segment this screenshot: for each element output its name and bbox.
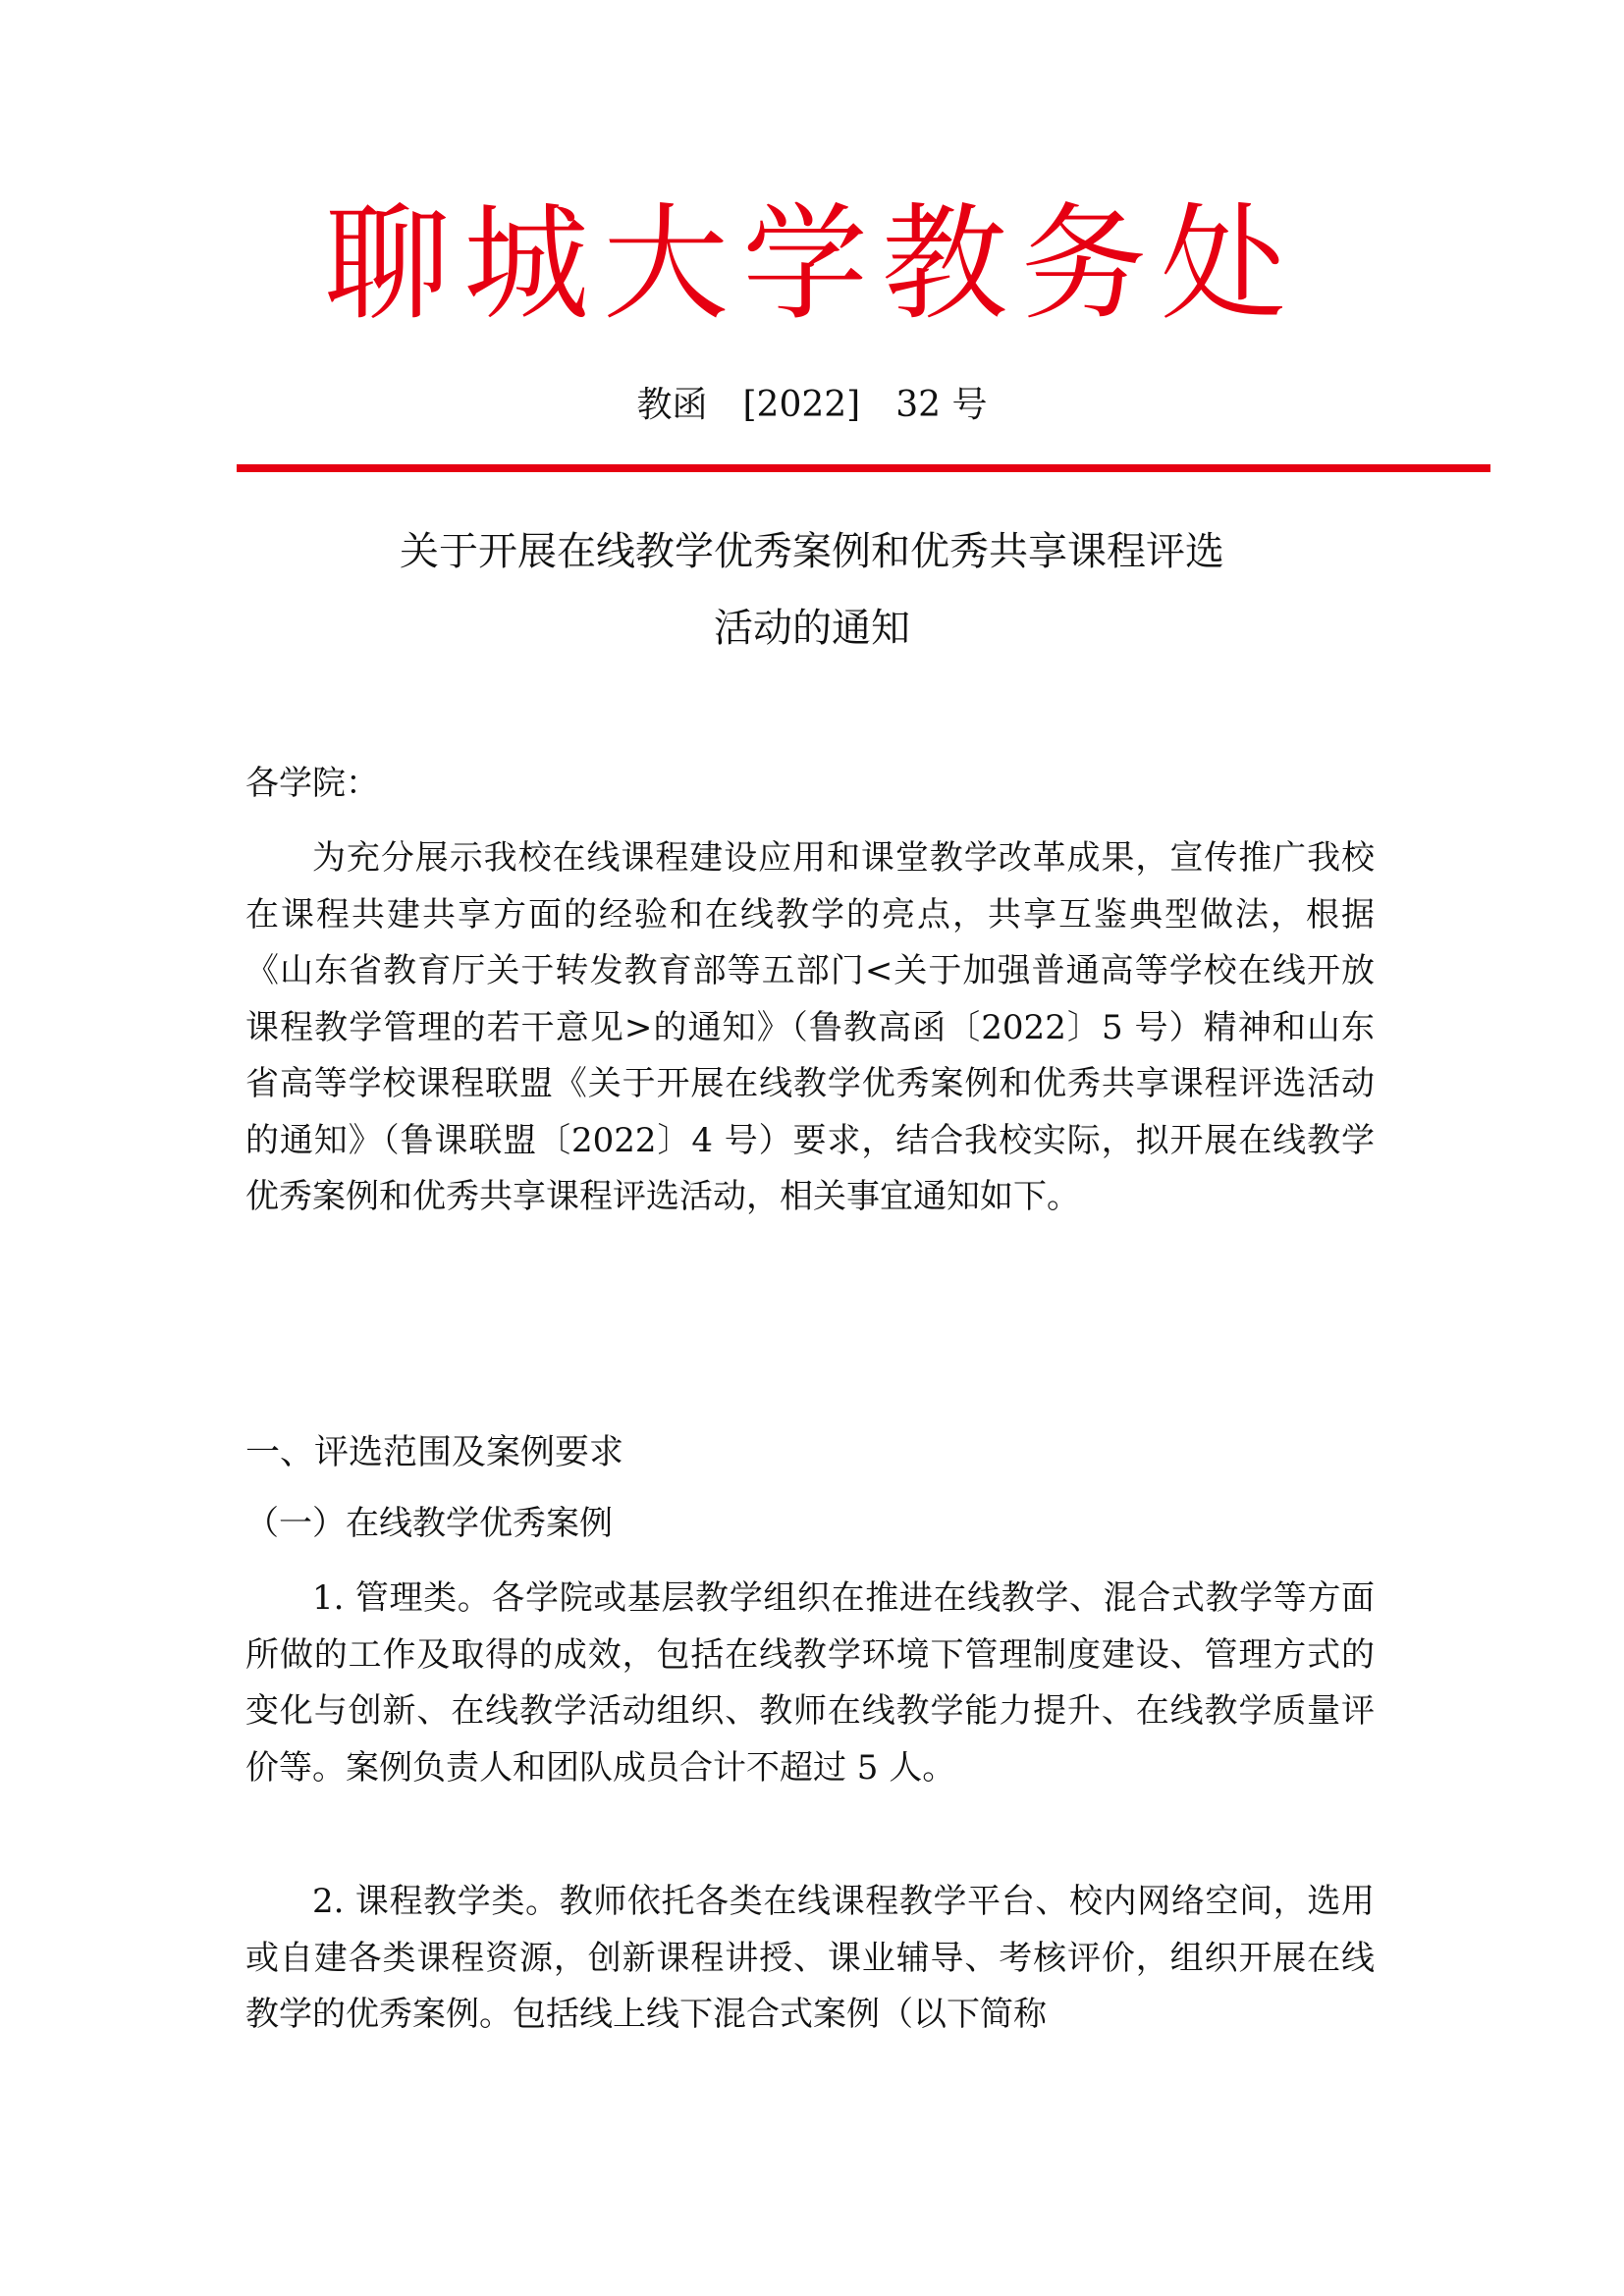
section-heading-1: 一、评选范围及案例要求 (245, 1433, 624, 1472)
subsection-heading-1: （一）在线教学优秀案例 (245, 1504, 613, 1543)
notice-title-line-1: 关于开展在线教学优秀案例和优秀共享课程评选 (400, 529, 1224, 574)
org-title: 聊城大学教务处 (323, 191, 1300, 338)
red-divider-line (237, 464, 1490, 472)
notice-title-line-2: 活动的通知 (714, 606, 910, 651)
salutation: 各学院： (245, 764, 379, 803)
item-course-teaching: 2. 课程教学类。教师依托各类在线课程教学平台、校内网络空间，选用或自建各类课程资源，创新课程讲授、课业辅导、考核评价，组织开展在线教学的优秀案例。包括线上线下混合式案例（以下简称 (245, 1882, 1375, 2034)
intro-paragraph: 为充分展示我校在线课程建设应用和课堂教学改革成果，宣传推广我校在课程共建共享方面的经验和在线教学的亮点，共享互鉴典型做法，根据《山东省教育厅关于转发教育部等五部门<关于加强普通高等学校在线开放课程教学管理的若干意见>的通知》（鲁教高函〔2022〕5 号）精神和山东省高等学校课程联盟《关于开展在线教学优秀案例和优秀共享课程评选活动的通知》（鲁课联盟〔2022〕4 号）要求，结合我校实际，拟开展在线教学优秀案例和优秀共享课程评选活动，相关事宜通知如下。 (245, 838, 1375, 1216)
document-number: 教函 [2022] 32 号 (636, 385, 988, 425)
item-management: 1. 管理类。各学院或基层教学组织在推进在线教学、混合式教学等方面所做的工作及取得的成效，包括在线教学环境下管理制度建设、管理方式的变化与创新、在线教学活动组织、教师在线教学能力提升、在线教学质量评价等。案例负责人和团队成员合计不超过 5 人。 (245, 1578, 1375, 1788)
